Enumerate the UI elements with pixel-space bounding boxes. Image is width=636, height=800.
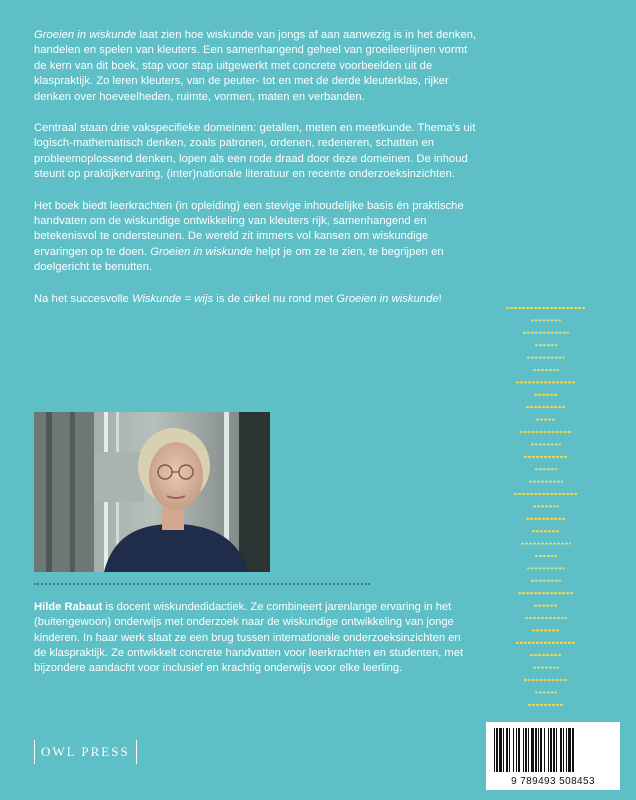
barcode-bar xyxy=(556,728,557,772)
blurb xyxy=(34,28,482,323)
blurb-text: helpt je om ze te zien, te begrijpen en doelgericht te benutten. xyxy=(34,245,444,274)
barcode-bar xyxy=(509,728,510,772)
barcode-bar xyxy=(566,728,567,772)
blurb-paragraph-3 xyxy=(34,199,482,276)
barcode-bar xyxy=(535,728,537,772)
book-title: Groeien in wiskunde xyxy=(336,292,439,305)
author-bio xyxy=(34,600,476,676)
stripe-group xyxy=(506,308,586,705)
barcode-bar xyxy=(503,728,504,772)
book-title: Groeien in wiskunde xyxy=(34,29,137,41)
barcode-bar xyxy=(496,728,498,772)
author-bio-text: is docent wiskundedidactiek. Ze combineert jarenlange ervaring in het (buitengewoon) onderwijs met onderzoek naar de wiskundige ontwikkeling van jonge kinderen. In haar werk slaat ze een brug tussen internationale onderzoeksinzichten en de klaspraktijk. Ze ontwikkelt concrete handvatten voor leerkrachten en studenten, met bijzondere aandacht voor inclusief en krachtig onderwijs voor elke leerling. xyxy=(34,601,464,675)
publisher-logo: OWL PRESS xyxy=(34,740,137,764)
barcode-bar xyxy=(553,728,555,772)
author-photo xyxy=(34,412,270,572)
barcode-bars xyxy=(486,722,620,776)
previous-book-title: Wiskunde = wijs xyxy=(131,292,214,305)
barcode-bar xyxy=(494,728,495,772)
barcode-bar xyxy=(525,728,527,772)
barcode xyxy=(486,722,620,790)
barcode-bar xyxy=(550,728,552,772)
barcode-bar xyxy=(560,728,562,772)
book-title: Groeien in wiskunde xyxy=(150,245,253,258)
barcode-bar xyxy=(506,728,508,772)
blurb-paragraph-2: Centraal staan drie vakspecifieke domeinen: getallen, meten en meetkunde. Thema's uit logisch-mathematisch denken, zoals patronen, ordenen, redeneren, schatten en probleemoplossend denken, lopen als een rode draad door deze domeinen. De inhoud steunt op praktijkervaring, (inter)nationale literatuur en recente onderzoeksinzichten. xyxy=(34,122,476,181)
barcode-bar xyxy=(538,728,539,772)
barcode-bar xyxy=(544,728,545,772)
blurb-text: is de cirkel nu rond met xyxy=(213,292,337,305)
barcode-bar xyxy=(513,728,514,772)
decorative-stripes xyxy=(496,300,596,710)
barcode-bar xyxy=(572,728,574,772)
blurb-paragraph-4 xyxy=(34,292,482,307)
barcode-bar xyxy=(528,728,529,772)
divider xyxy=(34,583,370,585)
blurb-text: Na het succesvolle xyxy=(34,292,132,305)
barcode-bar xyxy=(568,728,571,772)
barcode-bar xyxy=(531,728,534,772)
blurb-paragraph-1 xyxy=(34,28,482,105)
barcode-bar xyxy=(499,728,502,772)
blurb-text: ! xyxy=(438,292,442,305)
barcode-bar xyxy=(548,728,549,772)
barcode-bar xyxy=(516,728,517,772)
barcode-bar xyxy=(540,728,542,772)
barcode-bar xyxy=(523,728,524,772)
barcode-bar xyxy=(563,728,564,772)
blurb-text: laat zien hoe wiskunde van jongs af aan aanwezig is in het denken, handelen en spelen van kleuters. Een samenhangend geheel van groeileerlijnen vormt de kern van dit boek, stap voor stap uitgewerkt met concrete voorbeelden uit de klaspraktijk. Zo leren kleuters, van de peuter- tot en met de derde kleuterklas, rijker denken over hoeveelheden, ruimte, vormen, maten en verbanden. xyxy=(34,29,477,103)
blurb-text: Het boek biedt leerkrachten (in opleiding) een stevige inhoudelijke basis én praktische handvaten om de wiskundige ontwikkeling van kleuters rijk, samenhangend en betekenisvol te ondersteunen. De wereld zit immers vol kansen om wiskundige ervaringen op te doen. xyxy=(34,199,464,258)
isbn-number: 9 789493 508453 xyxy=(511,776,595,787)
barcode-bar xyxy=(518,728,520,772)
author-name: Hilde Rabaut xyxy=(34,601,103,613)
